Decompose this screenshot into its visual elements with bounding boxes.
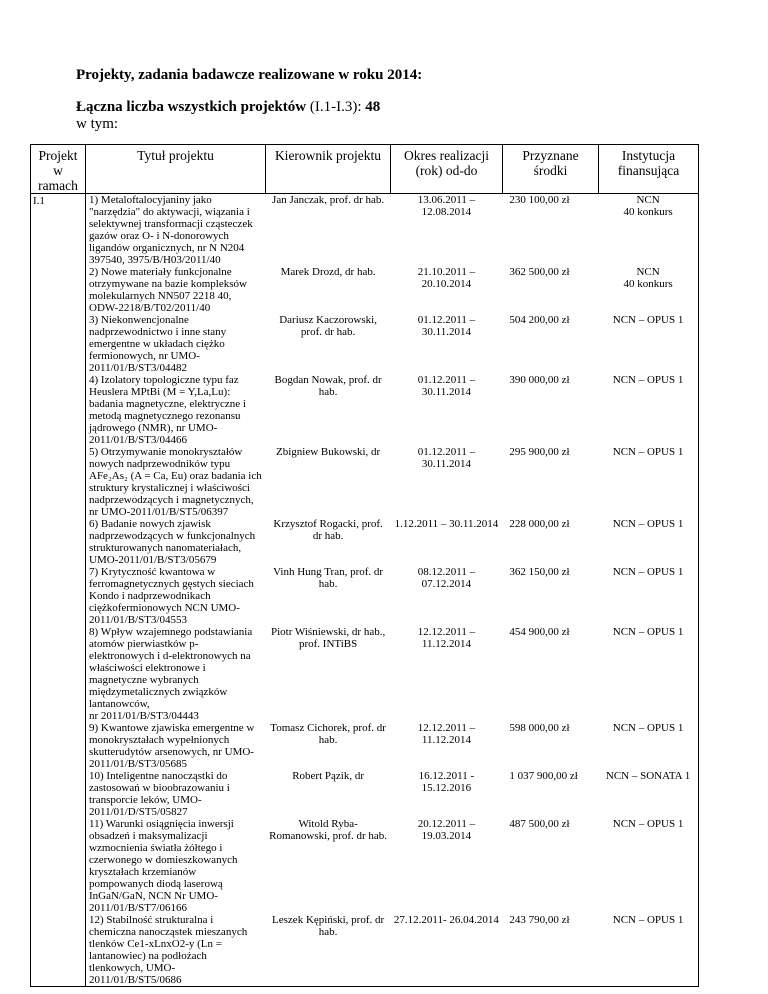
project-manager: Jan Janczak, prof. dr hab. xyxy=(272,194,385,206)
project-rows xyxy=(86,194,698,986)
count-value: 48 xyxy=(365,99,381,115)
project-manager: Dariusz Kaczorowski, prof. dr hab. xyxy=(279,314,377,338)
project-title: 12) Stabilność strukturalna i chemiczna nanocząstek mieszanych tlenków Ce1-xLnxO2-y (Ln = lantanowiec) na podłożach tlenkowych, UMO-2011/01/B/ST5/0686 xyxy=(89,914,248,986)
project-institution: NCN – OPUS 1 xyxy=(612,314,684,326)
project-period: 12.12.2011 – 11.12.2014 xyxy=(417,722,476,746)
project-institution: NCN – SONATA 1 xyxy=(605,770,691,782)
project-title: 6) Badanie nowych zjawisk nadprzewodzących w funkcjonalnych strukturowanych nanomateriałach, UMO-2011/01/B/ST3/05679 xyxy=(89,518,256,566)
table-row xyxy=(86,770,698,818)
header-project-scope: Projekt w ramach xyxy=(31,145,86,194)
project-funds: 1 037 900,00 zł xyxy=(509,770,578,782)
project-title: 1) Metaloftalocyjaniny jako "narzędzia" do aktywacji, wiązania i selektywnej transformacji cząsteczek gazów oraz O- i N-donorowych ligandów organicznych, nr N N204 397540, 3975/B/H03/2011/40 xyxy=(89,194,253,266)
project-title: 11) Warunki osiągnięcia inwersji obsadzeń i maksymalizacji wzmocnienia światła żółtego i czerwonego w domieszkowanych kryształach krzemianów pompowanych diodą laserową InGaN/GaN, NCN Nr UMO-2011/01/B/ST7/06166 xyxy=(89,818,238,914)
project-title: 3) Niekonwencjonalne nadprzewodnictwo i inne stany emergentne w układach ciężko fermionowych, nr UMO-2011/01/B/ST3/04482 xyxy=(89,314,227,374)
project-period: 01.12.2011 – 30.11.2014 xyxy=(417,374,476,398)
project-count-line xyxy=(76,99,380,116)
project-period: 21.10.2011 – 20.10.2014 xyxy=(417,266,476,290)
project-funds: 230 100,00 zł xyxy=(509,194,570,206)
project-funds: 487 500,00 zł xyxy=(509,818,570,830)
table-row xyxy=(86,818,698,914)
table-row xyxy=(86,446,698,518)
projects-table xyxy=(30,144,699,987)
project-period: 16.12.2011 - 15.12.2016 xyxy=(418,770,475,794)
project-funds: 454 900,00 zł xyxy=(509,626,570,638)
table-header-row xyxy=(31,145,699,194)
page-heading: Projekty, zadania badawcze realizowane w roku 2014: xyxy=(76,67,423,83)
project-funds: 362 500,00 zł xyxy=(509,266,570,278)
table-row xyxy=(86,914,698,986)
project-funds: 362 150,00 zł xyxy=(509,566,570,578)
project-title: 7) Krytyczność kwantowa w ferromagnetycznych gęstych sieciach Kondo i nadprzewodnikach ciężkofermionowych NCN UMO-2011/01/B/ST3/04553 xyxy=(89,566,254,626)
project-manager: Robert Pązik, dr xyxy=(292,770,364,782)
project-manager: Krzysztof Rogacki, prof. dr hab. xyxy=(273,518,383,542)
project-title: 5) Otrzymywanie monokryształów nowych nadprzewodników typu AFe₂As₂ (A = Ca, Eu) oraz badania ich struktury krystalicznej i właściwości nadprzewodzących i magnetycznych, nr UMO-2011/01/B/ST5/06397 xyxy=(89,446,262,518)
project-period: 13.06.2011 – 12.08.2014 xyxy=(417,194,476,218)
project-funds: 243 790,00 zł xyxy=(509,914,570,926)
project-funds: 390 000,00 zł xyxy=(509,374,570,386)
project-title: 9) Kwantowe zjawiska emergentne w monokryształach wypełnionych skutterudytów arsenowych, nr UMO-2011/01/B/ST3/05685 xyxy=(89,722,255,770)
project-manager: Leszek Kępiński, prof. dr hab. xyxy=(272,914,385,938)
count-label: Łączna liczba wszystkich projektów xyxy=(76,99,307,115)
count-subline: w tym: xyxy=(76,116,119,132)
table-row xyxy=(86,722,698,770)
project-funds: 295 900,00 zł xyxy=(509,446,570,458)
project-period: 01.12.2011 – 30.11.2014 xyxy=(417,314,476,338)
count-range: (I.1-I.3): xyxy=(309,99,362,115)
project-title: 8) Wpływ wzajemnego podstawiania atomów pierwiastków p-elektronowych i d-elektronowych na właściwości elektronowe i magnetyczne wybranych międzymetalicznych związków lantanowców, nr 2011/01/B/ST3/04443 xyxy=(89,626,253,722)
project-institution: NCN – OPUS 1 xyxy=(612,914,684,926)
header-title: Tytuł projektu xyxy=(86,145,266,194)
project-manager: Bogdan Nowak, prof. dr hab. xyxy=(274,374,382,398)
project-institution: NCN 40 konkurs xyxy=(623,194,673,218)
project-title: 10) Inteligentne nanocząstki do zastosowań w bioobrazowaniu i transporcie leków, UMO-2011/01/D/ST5/05827 xyxy=(89,770,230,818)
header-manager: Kierownik projektu xyxy=(266,145,391,194)
project-title: 2) Nowe materiały funkcjonalne otrzymywane na bazie kompleksów molekularnych NN507 2218 40, ODW-2218/B/T02/2011/40 xyxy=(89,266,247,314)
table-row xyxy=(86,374,698,446)
project-institution: NCN – OPUS 1 xyxy=(612,446,684,458)
project-manager: Piotr Wiśniewski, dr hab., prof. INTiBS xyxy=(270,626,386,650)
table-row xyxy=(86,626,698,722)
project-funds: 228 000,00 zł xyxy=(509,518,570,530)
project-period: 1.12.2011 – 30.11.2014 xyxy=(394,518,499,530)
project-period: 20.12.2011 – 19.03.2014 xyxy=(417,818,476,842)
rows-container xyxy=(86,194,699,987)
project-institution: NCN – OPUS 1 xyxy=(612,722,684,734)
header-funds: Przyznane środki xyxy=(503,145,599,194)
project-institution: NCN – OPUS 1 xyxy=(612,566,684,578)
project-period: 12.12.2011 – 11.12.2014 xyxy=(417,626,476,650)
table-row xyxy=(86,518,698,566)
project-manager: Zbigniew Bukowski, dr xyxy=(276,446,381,458)
project-institution: NCN – OPUS 1 xyxy=(612,374,684,386)
project-institution: NCN – OPUS 1 xyxy=(612,818,684,830)
project-manager: Tomasz Cichorek, prof. dr hab. xyxy=(270,722,386,746)
header-institution: Instytucja finansująca xyxy=(599,145,699,194)
project-funds: 504 200,00 zł xyxy=(509,314,570,326)
project-manager: Marek Drozd, dr hab. xyxy=(280,266,376,278)
table-body-row xyxy=(31,194,699,987)
project-title: 4) Izolatory topologiczne typu faz Heuslera MPtBi (M = Y,La,Lu): badania magnetyczne, elektryczne i metodą magnetycznego rezonansu jądrowego (NMR), nr UMO-2011/01/B/ST3/04466 xyxy=(89,374,246,446)
table-row xyxy=(86,266,698,314)
project-institution: NCN – OPUS 1 xyxy=(612,518,684,530)
project-period: 01.12.2011 – 30.11.2014 xyxy=(417,446,476,470)
section-id: I.1 xyxy=(31,194,86,987)
project-manager: Vinh Hung Tran, prof. dr hab. xyxy=(273,566,384,590)
project-funds: 598 000,00 zł xyxy=(509,722,570,734)
header-period: Okres realizacji (rok) od-do xyxy=(391,145,503,194)
project-period: 27.12.2011- 26.04.2014 xyxy=(393,914,499,926)
project-institution: NCN – OPUS 1 xyxy=(612,626,684,638)
project-manager: Witold Ryba-Romanowski, prof. dr hab. xyxy=(269,818,388,842)
table-row xyxy=(86,566,698,626)
table-row xyxy=(86,314,698,374)
project-period: 08.12.2011 – 07.12.2014 xyxy=(417,566,476,590)
table-row xyxy=(86,194,698,266)
project-institution: NCN 40 konkurs xyxy=(623,266,673,290)
